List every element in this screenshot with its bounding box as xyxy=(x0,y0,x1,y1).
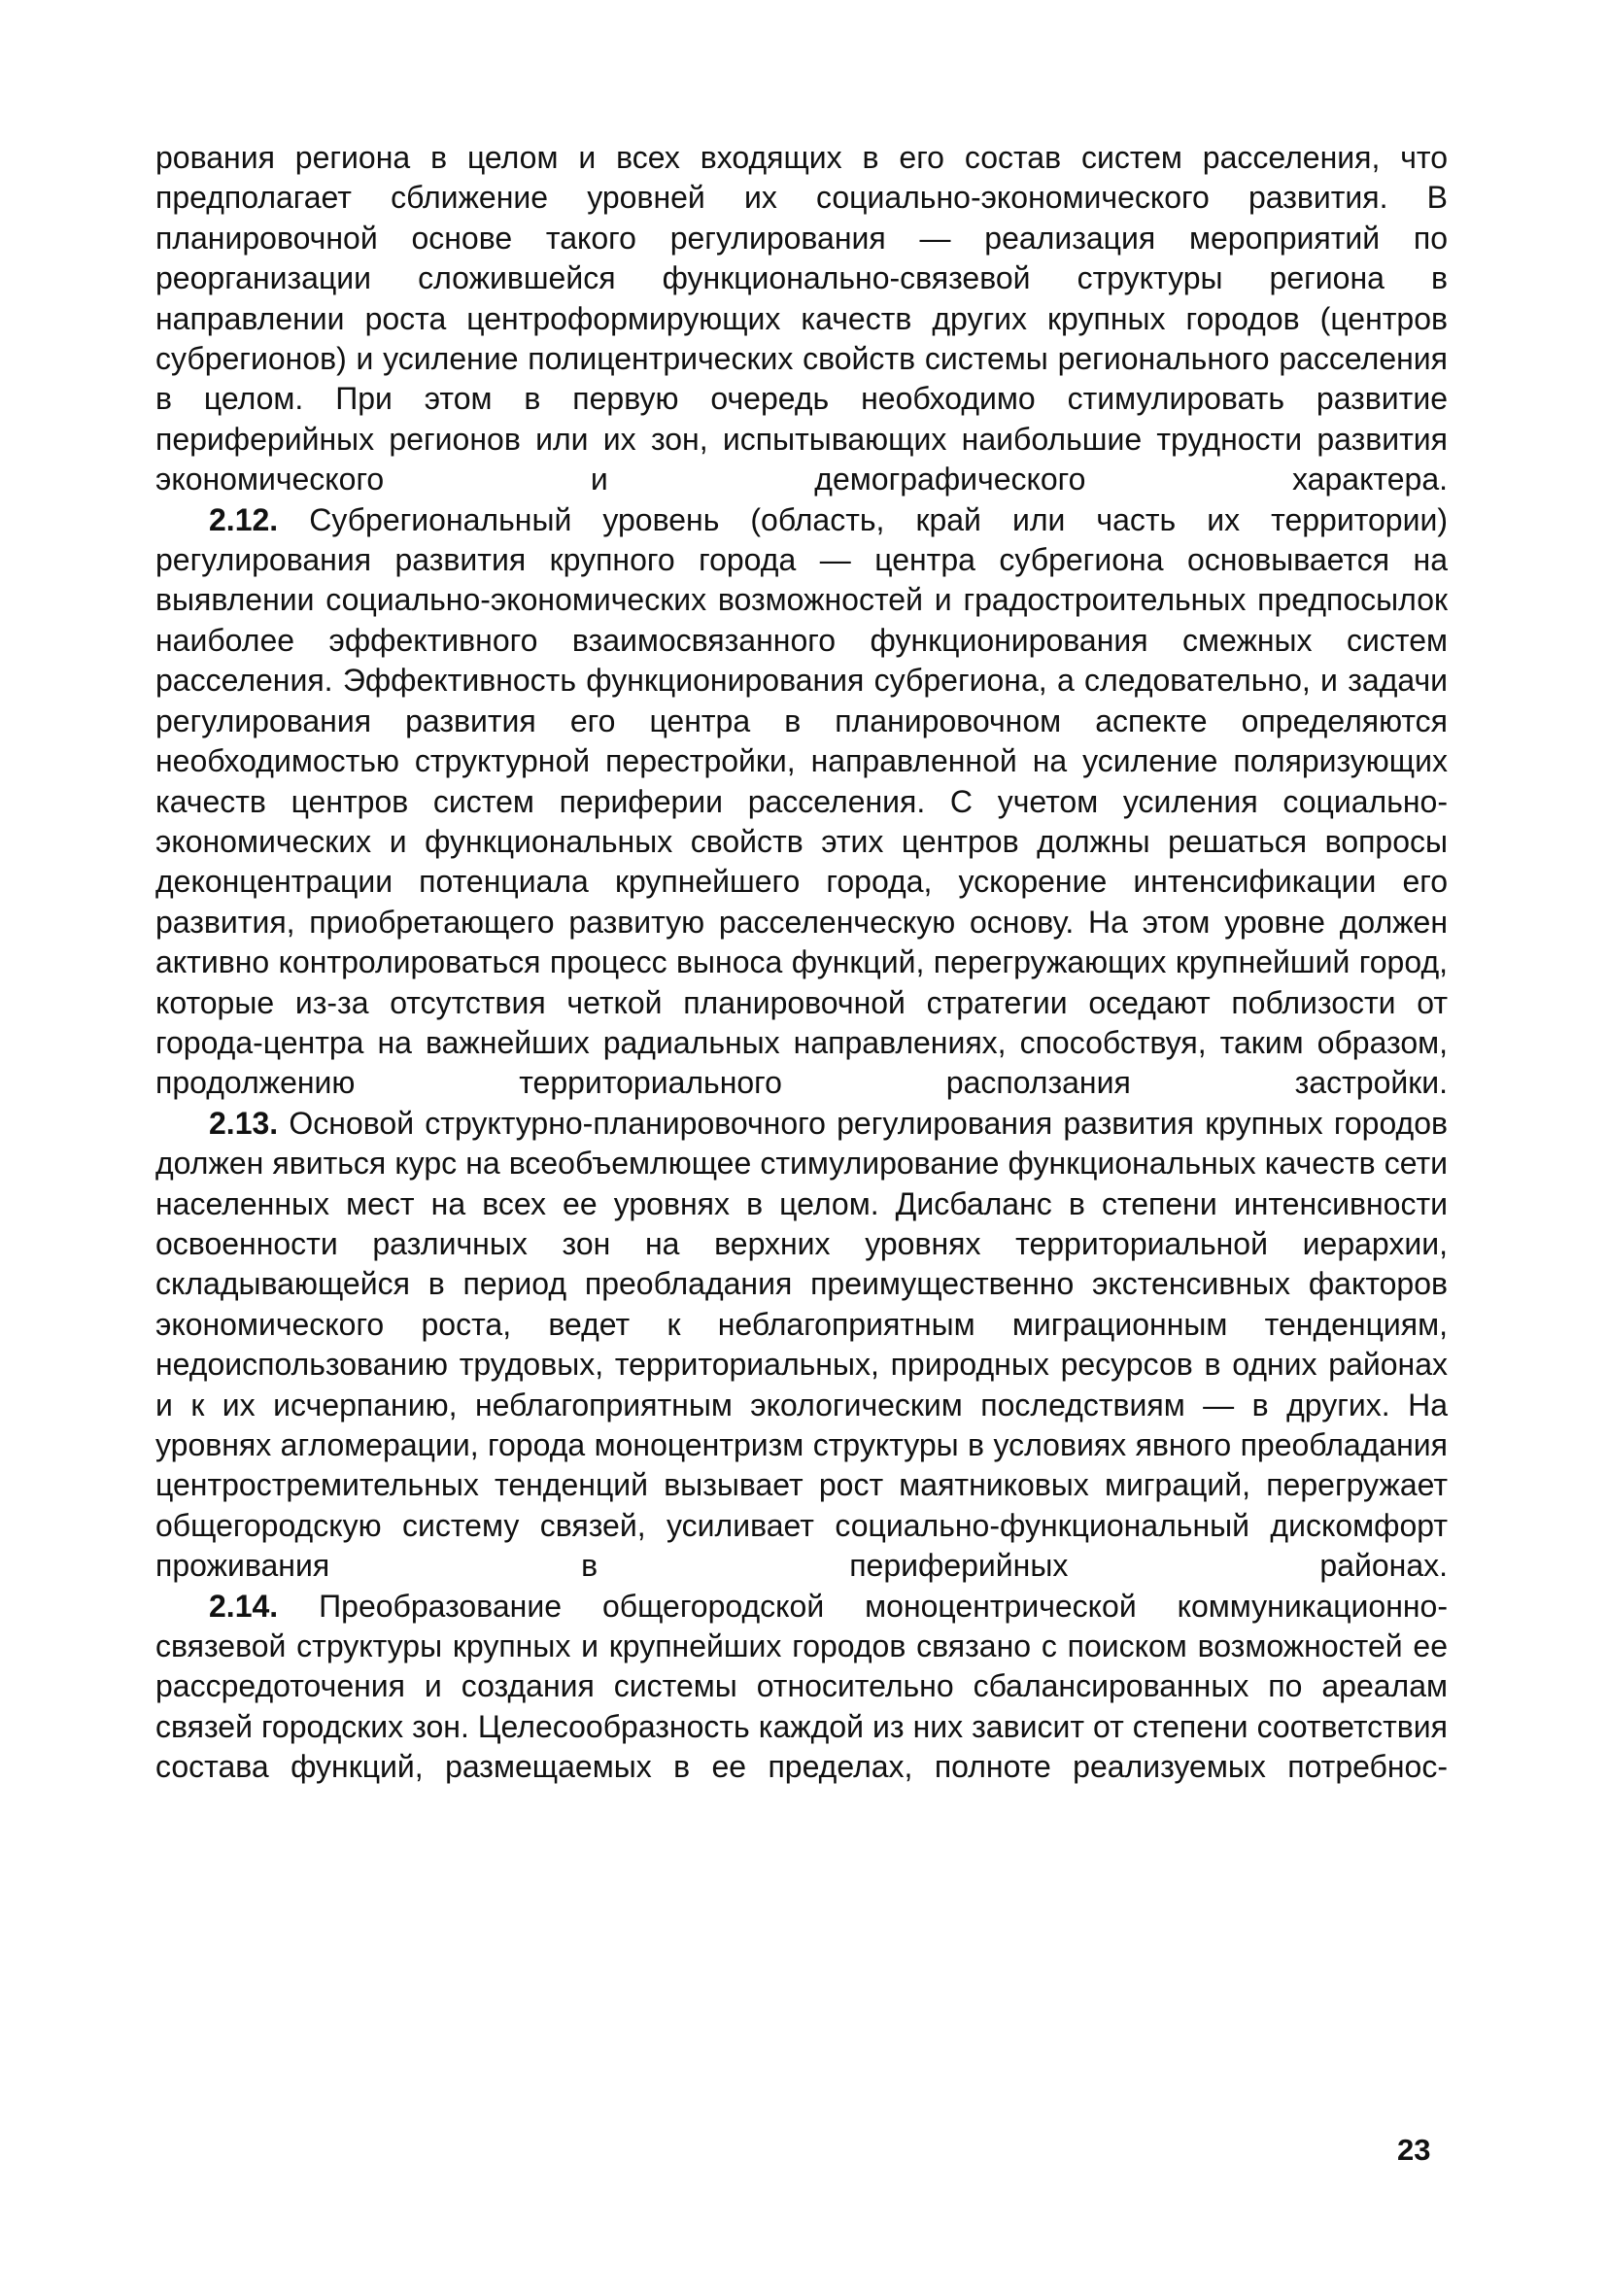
paragraph-2-13-text: Основой структурно-планировочного регулирования развития крупных городов должен явиться курс на всеобъемлющее стимулирование функциональных качеств сети населенных мест на всех ее уровнях в целом. Дисбаланс в степени интенсивности освоенности различных зон на верхних уровнях территориальной иерархии, складывающейся в период преобладания преимущественно экстенсивных факторов экономического роста, ведет к неблагоприятным миграционным тенденциям, недоиспользованию трудовых, территориальных, природных ресурсов в одних районах и к их исчерпанию, неблагоприятным экологическим последствиям — в других. На уровнях агломерации, города моноцентризм структуры в условиях явного преобладания центростремительных тенденций вызывает рост маятниковых миграций, перегружает общегородскую систему связей, усиливает социально-функциональный дискомфорт проживания в периферийных районах. xyxy=(155,1105,1449,1584)
paragraph-2-14-text: Преобразование общегородской моноцентрической коммуникационно-связевой структуры крупных и крупнейших городов связано с поиском возможностей ее рассредоточения и создания системы относительно сбалансированных по ареалам связей городских зон. Целесообразность каждой из них зависит от степени соответствия состава функций, размещаемых в ее пределах, полноте реализуемых потребнос- xyxy=(155,1588,1449,1785)
paragraph-2-13 xyxy=(155,1104,1448,1587)
section-number-2-12: 2.12. xyxy=(209,501,279,537)
page-number: 23 xyxy=(1397,2133,1431,2167)
paragraph-2-14 xyxy=(155,1587,1448,1788)
page-text-block xyxy=(155,138,1448,1788)
paragraph-1-text: рования региона в целом и всех входящих в его состав систем расселения, что предполагает сближение уровней их социально-экономического развития. В планировочной основе такого регулирования — реализация мероприятий по реорганизации сложившейся функционально-связевой структуры региона в направлении роста центроформирующих качеств других крупных городов (центров субрегионов) и усиление полицентрических свойств системы регионального расселения в целом. При этом в первую очередь необходимо стимулировать развитие периферийных регионов или их зон, испытывающих наибольшие трудности развития экономического и демографического характера. xyxy=(155,140,1448,497)
section-number-2-14: 2.14. xyxy=(209,1588,279,1624)
paragraph-2-12-text: Субрегиональный уровень (область, край или часть их территории) регулирования развития крупного города — центра субрегиона основывается на выявлении социально-экономических возможностей и градостроительных предпосылок наиболее эффективного взаимосвязанного функционирования смежных систем расселения. Эффективность функционирования субрегиона, а следовательно, и задачи регулирования развития его центра в планировочном аспекте определяются необходимостью структурной перестройки, направленной на усиление поляризующих качеств центров систем периферии расселения. С учетом усиления социально-экономических и функциональных свойств этих центров должны решаться вопросы деконцентрации потенциала крупнейшего города, ускорение интенсификации его развития, приобретающего развитую расселенческую основу. На этом уровне должен активно контролироваться процесс выноса функций, перегружающих крупнейший город, которые из-за отсутствия четкой планировочной стратегии оседают поблизости от города-центра на важнейших радиальных направлениях, способствуя, таким образом, продолжению территориального расползания застройки. xyxy=(155,501,1449,1101)
paragraph-1 xyxy=(155,138,1448,500)
paragraph-2-12 xyxy=(155,500,1448,1104)
section-number-2-13: 2.13. xyxy=(209,1105,279,1141)
